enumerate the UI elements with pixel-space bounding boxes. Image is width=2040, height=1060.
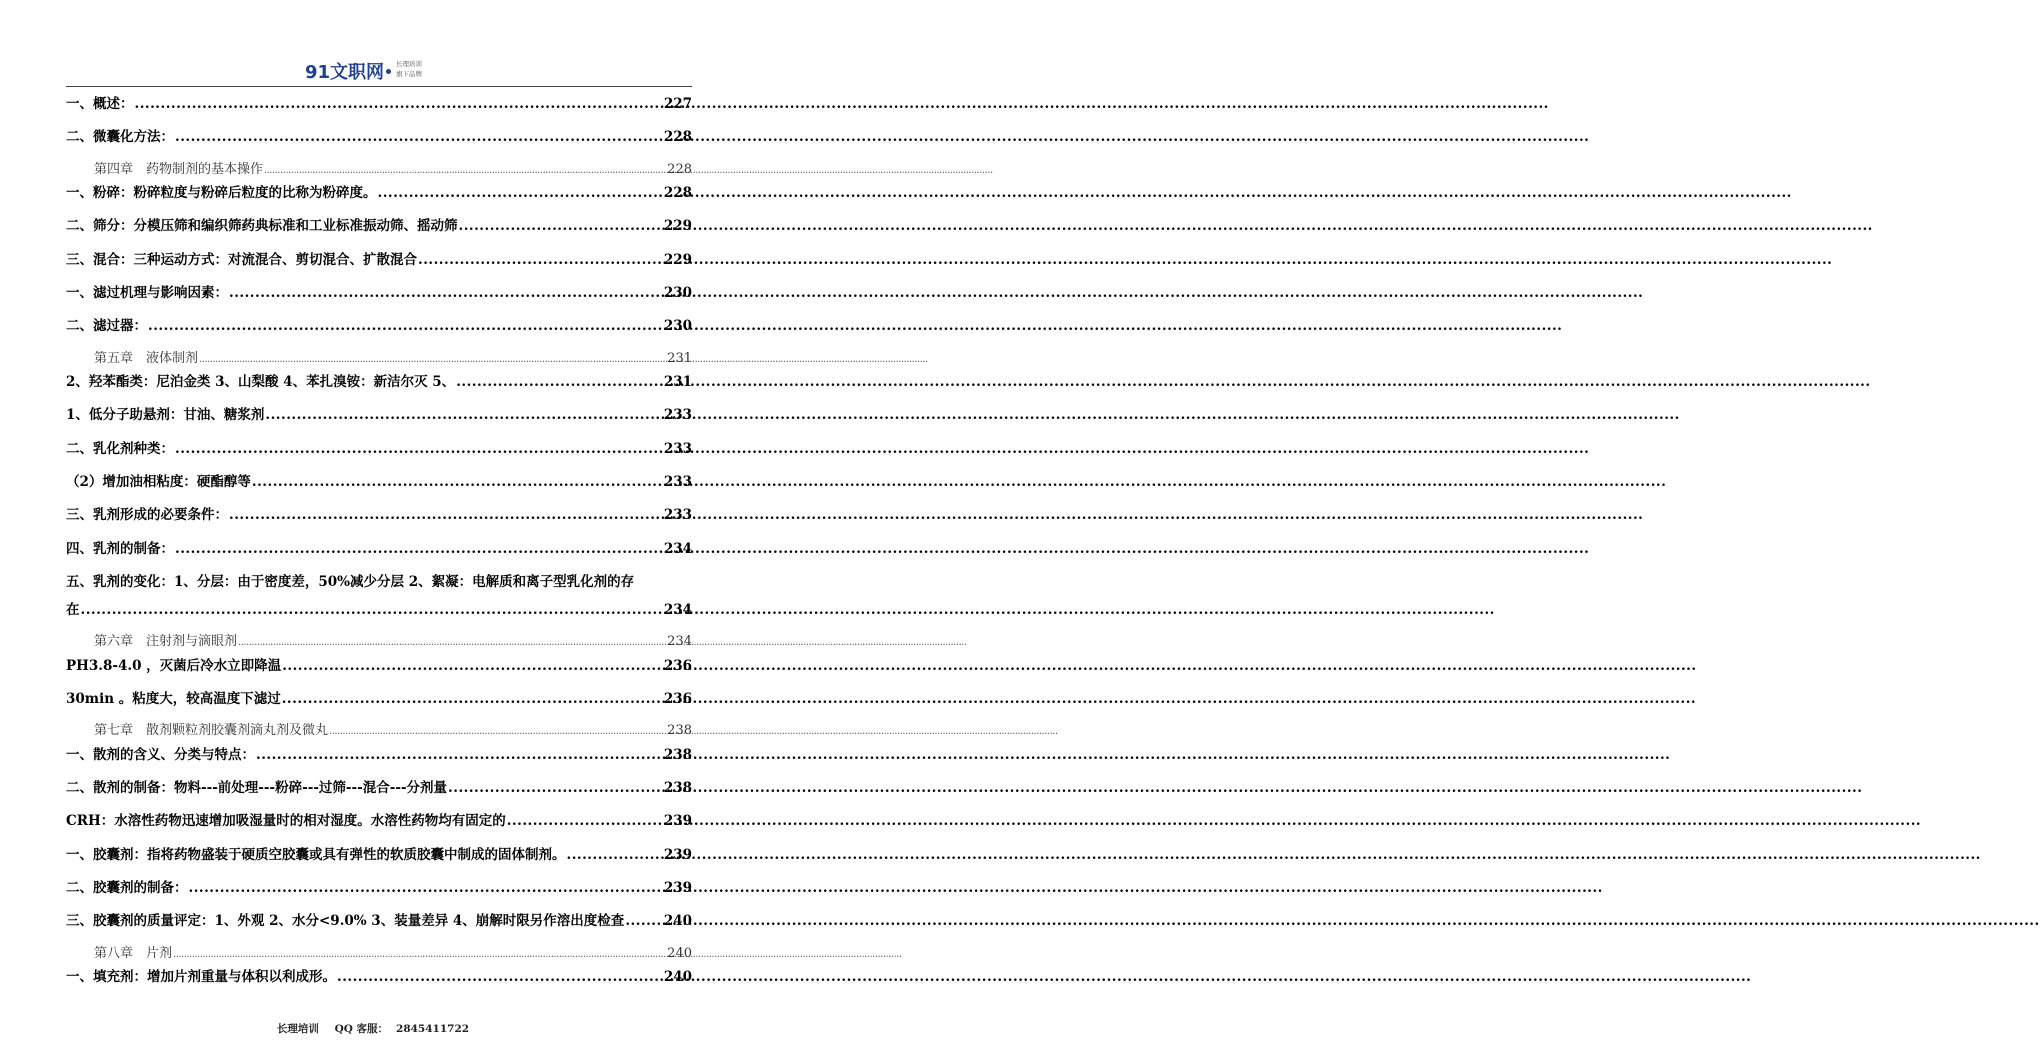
toc-entry-label: 一、滤过机理与影响因素： (66, 285, 228, 301)
toc-entry-label: 一、填充剂：增加片剂重量与体积以利成形。 (66, 969, 336, 986)
footer-qq (331, 1023, 474, 1035)
toc-page-number: 227 (663, 96, 692, 112)
toc-entry-label: 第五章 液体制剂 (94, 350, 199, 366)
toc-entry-label: 二、乳化剂种类： (66, 440, 174, 457)
toc-entry-row[interactable] (66, 373, 692, 391)
toc-entry-label: 1、低分子助悬剂：甘油、糖浆剂 (66, 407, 265, 424)
toc-leader-dots (238, 634, 666, 652)
toc-entry-row[interactable] (66, 184, 692, 202)
toc-page-number: 234 (663, 540, 692, 557)
toc-entry-label: 三、混合：三种运动方式：对流混合、剪切混合、扩散混合 (66, 251, 417, 268)
toc-chapter-row[interactable] (66, 633, 692, 652)
toc-entry-label: 四、乳剂的制备： (66, 540, 174, 557)
toc-leader-dots (567, 846, 663, 864)
toc-page-number: 239 (663, 813, 692, 830)
toc-leader-dots (175, 128, 663, 146)
toc-entry-label: 一、胶囊剂：指将药物盛装于硬质空胶囊或具有弹性的软质胶囊中制成的固体制剂。 (66, 846, 566, 863)
toc-leader-dots (448, 779, 663, 797)
toc-entry-row[interactable] (66, 406, 692, 424)
toc-page-number: 233 (663, 440, 692, 457)
toc-page-number: 230 (663, 318, 692, 335)
toc-entry-label: PH3.8-4.0 ，灭菌后冷水立即降温 (66, 657, 282, 674)
toc-leader-dots (337, 968, 663, 986)
toc-entry-row[interactable] (66, 746, 692, 764)
toc-entry-row[interactable] (66, 968, 692, 986)
toc-entry-row[interactable] (66, 690, 692, 708)
toc-chapter-row[interactable] (66, 161, 692, 180)
toc-entry-row[interactable] (66, 473, 692, 491)
toc-leader-dots (189, 879, 663, 897)
toc-page-number: 238 (663, 746, 692, 763)
toc-entry-label: 一、概述： (66, 96, 134, 112)
toc-page-number: 238 (663, 780, 692, 797)
toc-entry-label: 第七章 散剂颗粒剂胶囊剂滴丸剂及微丸 (94, 723, 329, 739)
toc-entry-wrap-line: 五、乳剂的变化：1、分层：由于密度差，50%减少分层 2、絮凝：电解质和离子型乳化剂的存 (66, 573, 635, 590)
toc-page-number: 239 (663, 880, 692, 896)
toc-chapter-row[interactable] (66, 350, 692, 369)
toc-leader-dots (625, 912, 663, 930)
toc-leader-dots (282, 690, 663, 708)
toc-chapter-row[interactable] (66, 945, 692, 964)
page-header (0, 52, 750, 88)
toc-page-number: 234 (667, 634, 692, 650)
toc-page-number: 228 (663, 129, 692, 146)
toc-entry-label: 第六章 注射剂与滴眼剂 (94, 634, 238, 650)
toc-leader-dots (229, 506, 663, 524)
toc-page-number: 229 (663, 251, 692, 268)
toc-chapter-row[interactable] (66, 722, 692, 741)
toc-page-number: 233 (663, 507, 692, 524)
toc-entry-row[interactable] (66, 95, 692, 113)
toc-entry-row[interactable] (66, 601, 692, 619)
toc-leader-dots (507, 812, 663, 830)
toc-leader-dots (282, 657, 663, 675)
toc-leader-dots (135, 95, 663, 113)
toc-leader-dots (173, 946, 666, 964)
toc-page-number: 239 (663, 846, 692, 863)
toc-page-number: 233 (663, 407, 692, 424)
toc-entry-label: 30min 。粘度大，较高温度下滤过 (66, 691, 281, 707)
toc-entry-row[interactable] (66, 251, 692, 269)
toc-leader-dots (456, 373, 663, 391)
toc-entry-label: 在 (66, 601, 80, 618)
page-footer (0, 1021, 750, 1036)
toc-entry-label: 第四章 药物制剂的基本操作 (94, 161, 264, 177)
toc-page-number: 236 (663, 657, 692, 674)
toc-leader-dots (459, 217, 663, 235)
toc-page-number: 238 (667, 723, 692, 739)
toc-leader-dots (329, 723, 666, 741)
toc-entry-row[interactable] (66, 540, 692, 558)
toc-leader-dots (378, 184, 663, 202)
toc-entry-row[interactable] (66, 846, 692, 864)
toc-entry-label: 二、胶囊剂的制备： (66, 880, 188, 896)
toc-entry-label: 二、散剂的制备：物料---前处理---粉碎---过筛---混合---分剂量 (66, 780, 448, 797)
toc-entry-row[interactable] (66, 879, 692, 897)
toc-page-number: 234 (663, 601, 692, 618)
toc-entry-row[interactable] (66, 657, 692, 675)
toc-leader-dots (199, 351, 666, 369)
footer-brand: 长理培训 (276, 1023, 319, 1035)
toc-page-number: 231 (663, 374, 692, 391)
toc-page-number: 240 (663, 913, 692, 930)
toc-entry-row[interactable] (66, 317, 692, 335)
logo-subtitle-line2: 旗下品牌 (396, 70, 422, 78)
toc-entry-label: 三、乳剂形成的必要条件： (66, 507, 228, 524)
toc-leader-dots (148, 317, 663, 335)
toc-entry-label: 二、微囊化方法： (66, 129, 174, 146)
toc-page-number: 229 (663, 218, 692, 235)
toc-leader-dots (265, 406, 662, 424)
toc-page-number: 228 (663, 185, 692, 202)
toc-leader-dots (81, 601, 663, 619)
toc-entry-label: 一、散剂的含义、分类与特点： (66, 746, 255, 763)
toc-entry-row[interactable] (66, 506, 692, 524)
toc-entry-label: CRH：水溶性药物迅速增加吸湿量时的相对湿度。水溶性药物均有固定的 (66, 813, 506, 830)
toc-entry-row[interactable] (66, 812, 692, 830)
toc-entry-label: 第八章 片剂 (94, 945, 173, 961)
toc-entry-row[interactable] (66, 128, 692, 146)
toc-page-number: 240 (663, 969, 692, 986)
toc-entry-label: 二、滤过器： (66, 318, 147, 335)
logo-subtitle-line1: 长理培训 (396, 60, 422, 68)
toc-entry-row[interactable] (66, 217, 692, 235)
toc-entry-label: （2）增加油相粘度：硬酯醇等 (66, 474, 251, 490)
toc-entry-row[interactable] (66, 284, 692, 302)
toc-leader-dots (418, 251, 663, 269)
footer-qq-number: 2845411722 (396, 1023, 470, 1035)
toc-leader-dots (264, 162, 666, 180)
toc-page-number: 236 (663, 691, 692, 707)
toc-page-number: 228 (667, 161, 692, 177)
toc-entry-row[interactable] (66, 440, 692, 458)
toc-entry-label: 三、胶囊剂的质量评定：1、外观 2、水分<9.0% 3、装量差异 4、崩解时限另作溶出度检查 (66, 913, 625, 930)
toc-leader-dots (175, 540, 663, 558)
logo-subtitle (396, 59, 436, 79)
logo-dot-icon (386, 69, 391, 74)
toc-leader-dots (229, 284, 663, 302)
toc-leader-dots (256, 746, 663, 764)
toc-page-number: 231 (667, 350, 692, 366)
toc-page-number: 240 (667, 945, 692, 961)
toc-entry-label: 2、羟苯酯类：尼泊金类 3、山梨酸 4、苯扎溴铵：新洁尔灭 5、 (66, 374, 456, 391)
toc-page-number: 230 (663, 285, 692, 301)
header-divider (66, 86, 692, 87)
toc-leader-dots (175, 440, 663, 458)
toc-page-number: 233 (663, 474, 692, 490)
toc-entry-label: 一、粉碎：粉碎粒度与粉碎后粒度的比称为粉碎度。 (66, 185, 377, 202)
logo-text: 91文职网 (305, 62, 385, 83)
toc-entry-row[interactable] (66, 779, 692, 797)
toc-entry-label: 二、筛分：分模压筛和编织筛药典标准和工业标准振动筛、摇动筛 (66, 218, 458, 235)
footer-qq-label: QQ 客服： (334, 1023, 389, 1035)
toc-entry-row[interactable] (66, 912, 692, 930)
toc-leader-dots (252, 473, 663, 491)
